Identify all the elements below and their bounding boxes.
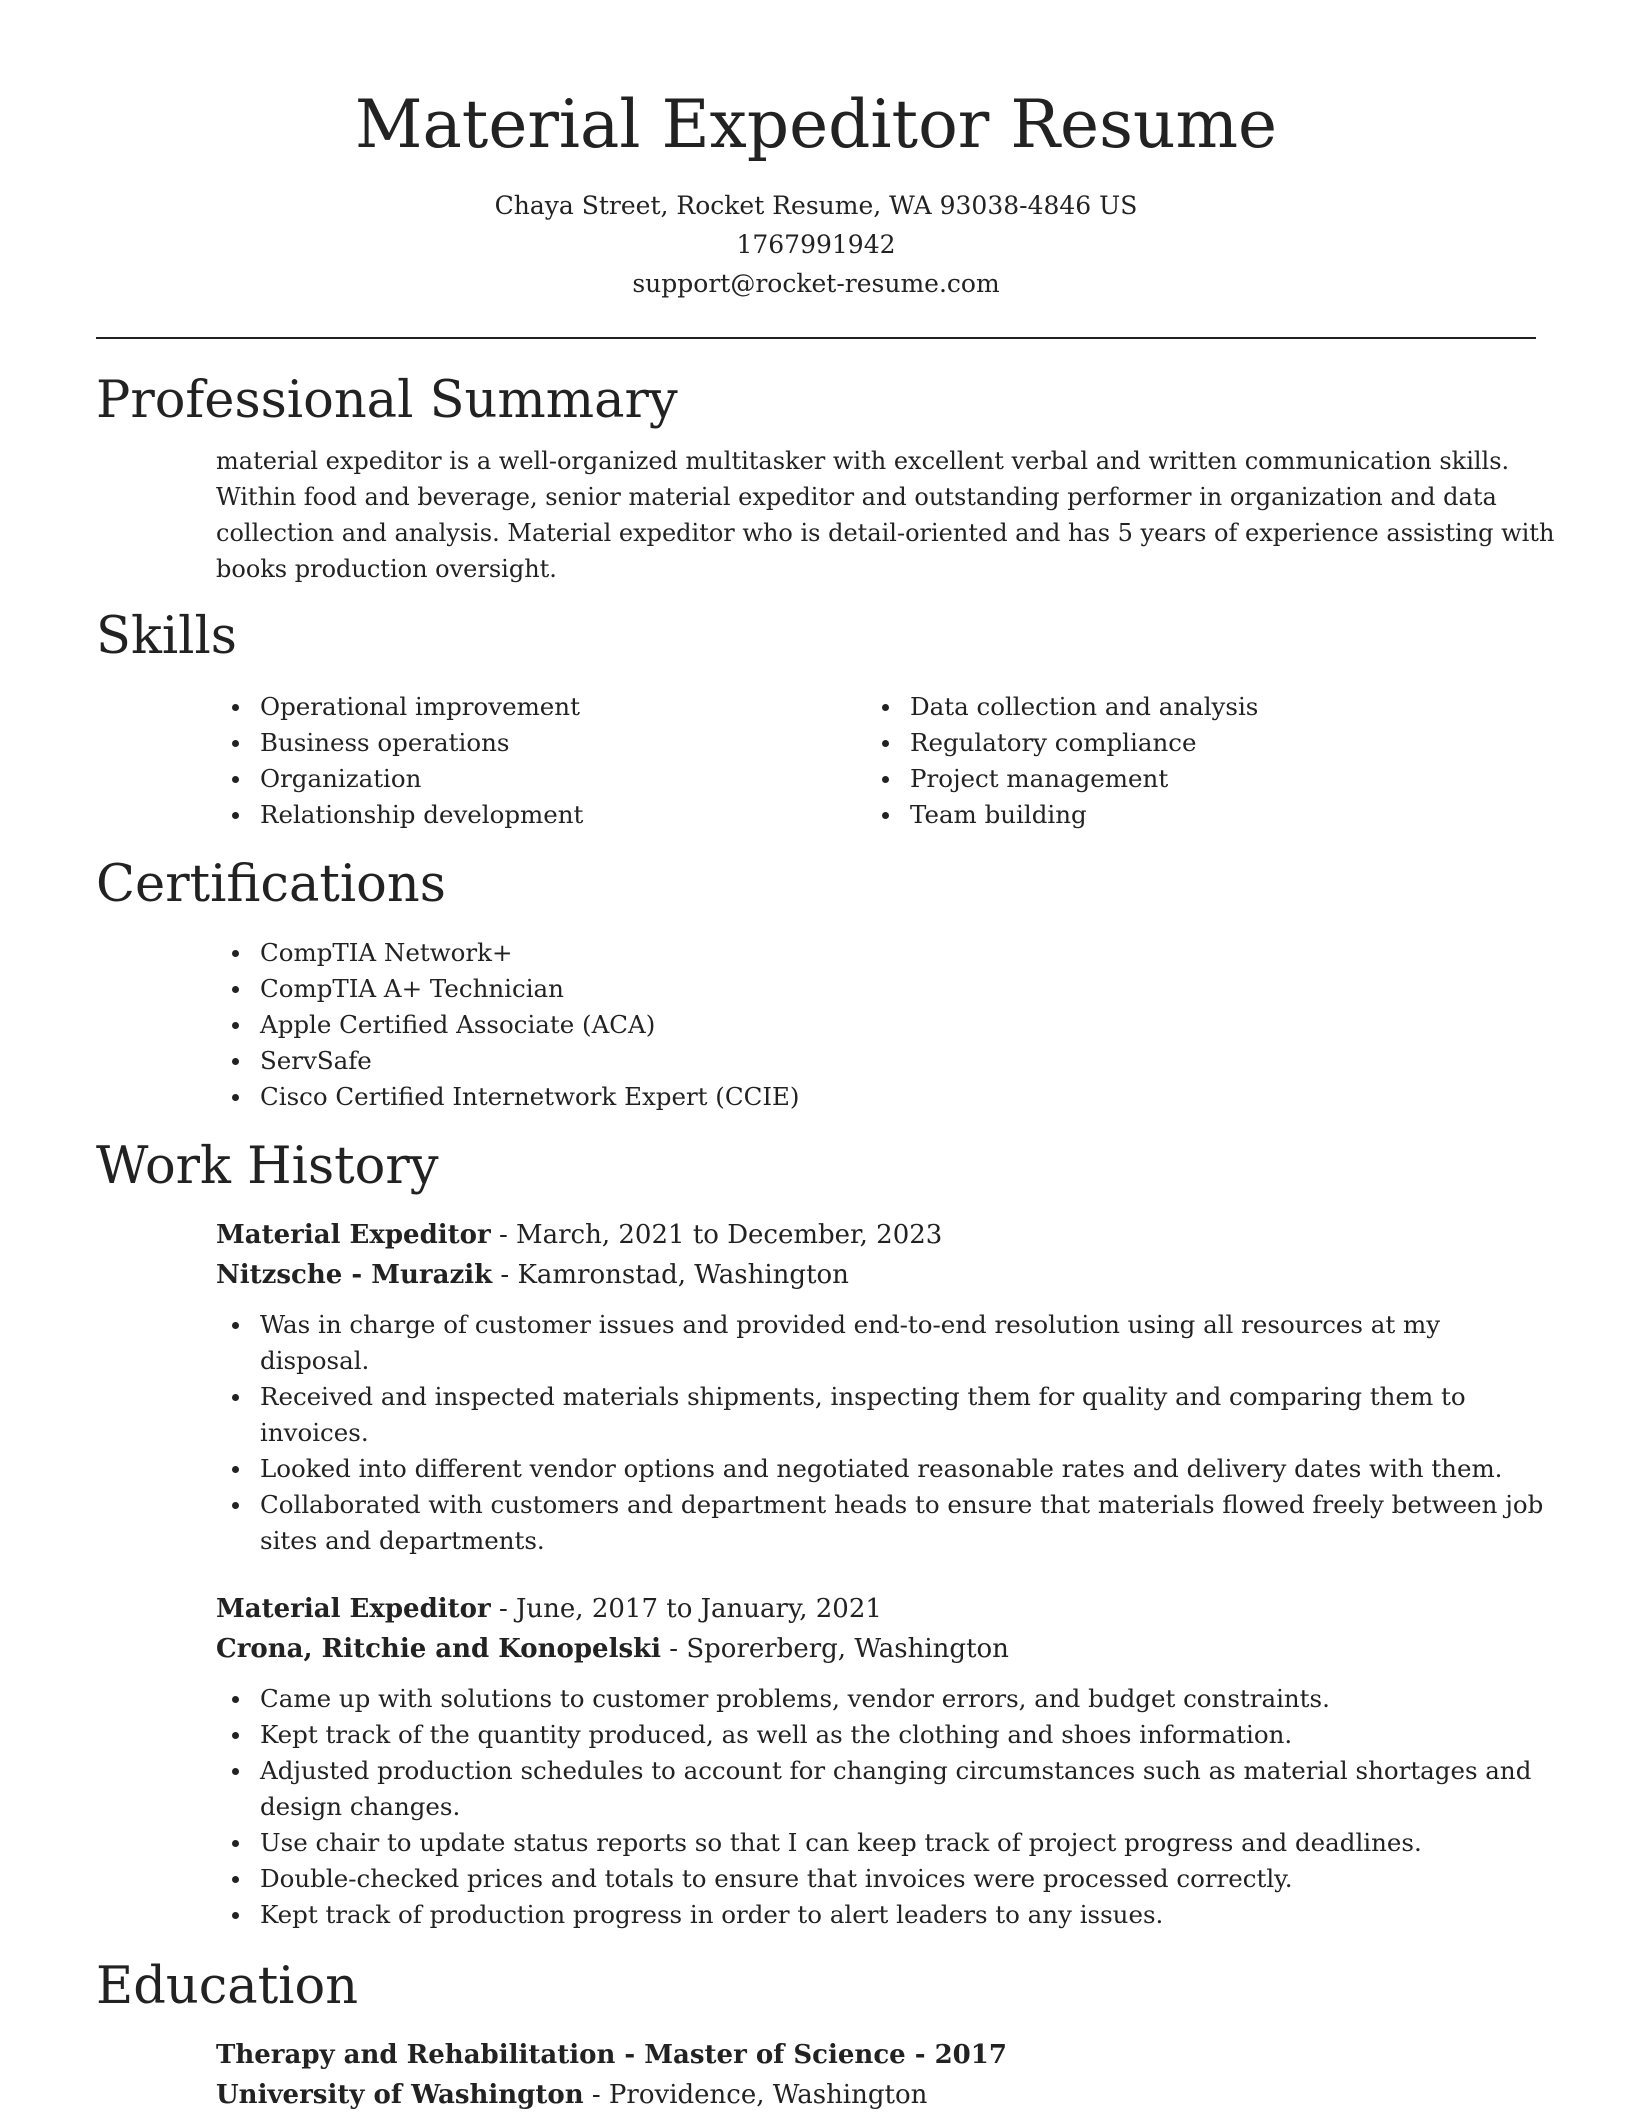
job-bullet: Double-checked prices and totals to ensure that invoices were processed correctly. <box>216 1861 1550 1897</box>
certification-item: ServSafe <box>216 1043 1536 1079</box>
email: support@rocket-resume.com <box>632 269 1000 298</box>
summary-section <box>96 369 1555 587</box>
job-bullet: Received and inspected materials shipments, inspecting them for quality and comparing them to invoices. <box>216 1379 1550 1451</box>
job-company-line <box>216 1629 1536 1669</box>
job-company-line <box>216 1255 1536 1295</box>
job-bullets <box>216 1681 1536 1933</box>
work-history-section <box>96 1135 1544 1933</box>
education-school-line <box>216 2075 1536 2115</box>
education-section <box>96 1955 1536 2115</box>
skill-item: Operational improvement <box>216 689 866 725</box>
resume-page <box>96 0 1555 2115</box>
contact-info <box>96 186 1536 303</box>
header-divider <box>96 337 1536 339</box>
skill-item: Organization <box>216 761 866 797</box>
work-history-heading: Work History <box>96 1137 439 1196</box>
job-bullet: Was in charge of customer issues and provided end-to-end resolution using all resources at my disposal. <box>216 1307 1550 1379</box>
summary-heading: Professional Summary <box>96 371 678 430</box>
address: Chaya Street, Rocket Resume, WA 93038-4846 US <box>494 191 1138 220</box>
summary-text: material expeditor is a well-organized multitasker with excellent verbal and written communication skills. Within food and beverage, senior material expeditor and outstanding performer in organization and data collection and analysis. Material expeditor who is detail-oriented and has 5 years of experience assisting with books production oversight. <box>216 447 1555 583</box>
certifications-heading: Certifications <box>96 855 446 914</box>
job-bullet: Adjusted production schedules to account for changing circumstances such as material shortages and design changes. <box>216 1753 1550 1825</box>
job-role: Material Expeditor <box>216 1220 491 1250</box>
certification-item: CompTIA Network+ <box>216 935 1536 971</box>
job-bullet: Collaborated with customers and department heads to ensure that materials flowed freely between job sites and departments. <box>216 1487 1550 1559</box>
certification-item: Cisco Certified Internetwork Expert (CCIE) <box>216 1079 1536 1115</box>
skill-item: Business operations <box>216 725 866 761</box>
job-title-line <box>216 1215 1536 1255</box>
job-bullet: Use chair to update status reports so that I can keep track of project progress and deadlines. <box>216 1825 1550 1861</box>
job-dates: - June, 2017 to January, 2021 <box>490 1594 882 1624</box>
job-location: - Sporerberg, Washington <box>661 1634 1009 1664</box>
phone: 1767991942 <box>736 230 896 259</box>
skills-grid <box>216 689 1536 833</box>
education-entry <box>216 2035 1536 2115</box>
education-location: - Providence, Washington <box>583 2080 928 2110</box>
skills-heading: Skills <box>96 607 237 666</box>
job-bullet: Kept track of the quantity produced, as well as the clothing and shoes information. <box>216 1717 1550 1753</box>
job-title-line <box>216 1589 1536 1629</box>
job-bullet: Looked into different vendor options and negotiated reasonable rates and delivery dates with them. <box>216 1451 1550 1487</box>
certifications-section <box>96 853 1536 1115</box>
resume-title: Material Expeditor Resume <box>354 86 1278 163</box>
job-company: Nitzsche - Murazik <box>216 1260 493 1290</box>
resume-header <box>96 0 1536 303</box>
education-heading: Education <box>96 1957 359 2016</box>
job-entry <box>216 1589 1536 1933</box>
certification-item: CompTIA A+ Technician <box>216 971 1536 1007</box>
job-role: Material Expeditor <box>216 1594 491 1624</box>
education-school: University of Washington <box>216 2080 584 2110</box>
job-bullet: Came up with solutions to customer problems, vendor errors, and budget constraints. <box>216 1681 1550 1717</box>
job-bullet: Kept track of production progress in order to alert leaders to any issues. <box>216 1897 1550 1933</box>
skill-item: Relationship development <box>216 797 866 833</box>
skill-item: Project management <box>866 761 1516 797</box>
job-entry <box>216 1215 1544 1559</box>
certification-item: Apple Certified Associate (ACA) <box>216 1007 1536 1043</box>
job-dates: - March, 2021 to December, 2023 <box>490 1220 943 1250</box>
skill-item: Regulatory compliance <box>866 725 1516 761</box>
job-company: Crona, Ritchie and Konopelski <box>216 1634 662 1664</box>
job-location: - Kamronstad, Washington <box>492 1260 849 1290</box>
skills-column-right <box>866 689 1516 833</box>
skills-section <box>96 605 1536 833</box>
certifications-list <box>216 935 1536 1115</box>
education-degree: Therapy and Rehabilitation - Master of Science - 2017 <box>216 2040 1007 2070</box>
skill-item: Team building <box>866 797 1516 833</box>
job-bullets <box>216 1307 1544 1559</box>
skills-column-left <box>216 689 866 833</box>
skill-item: Data collection and analysis <box>866 689 1516 725</box>
